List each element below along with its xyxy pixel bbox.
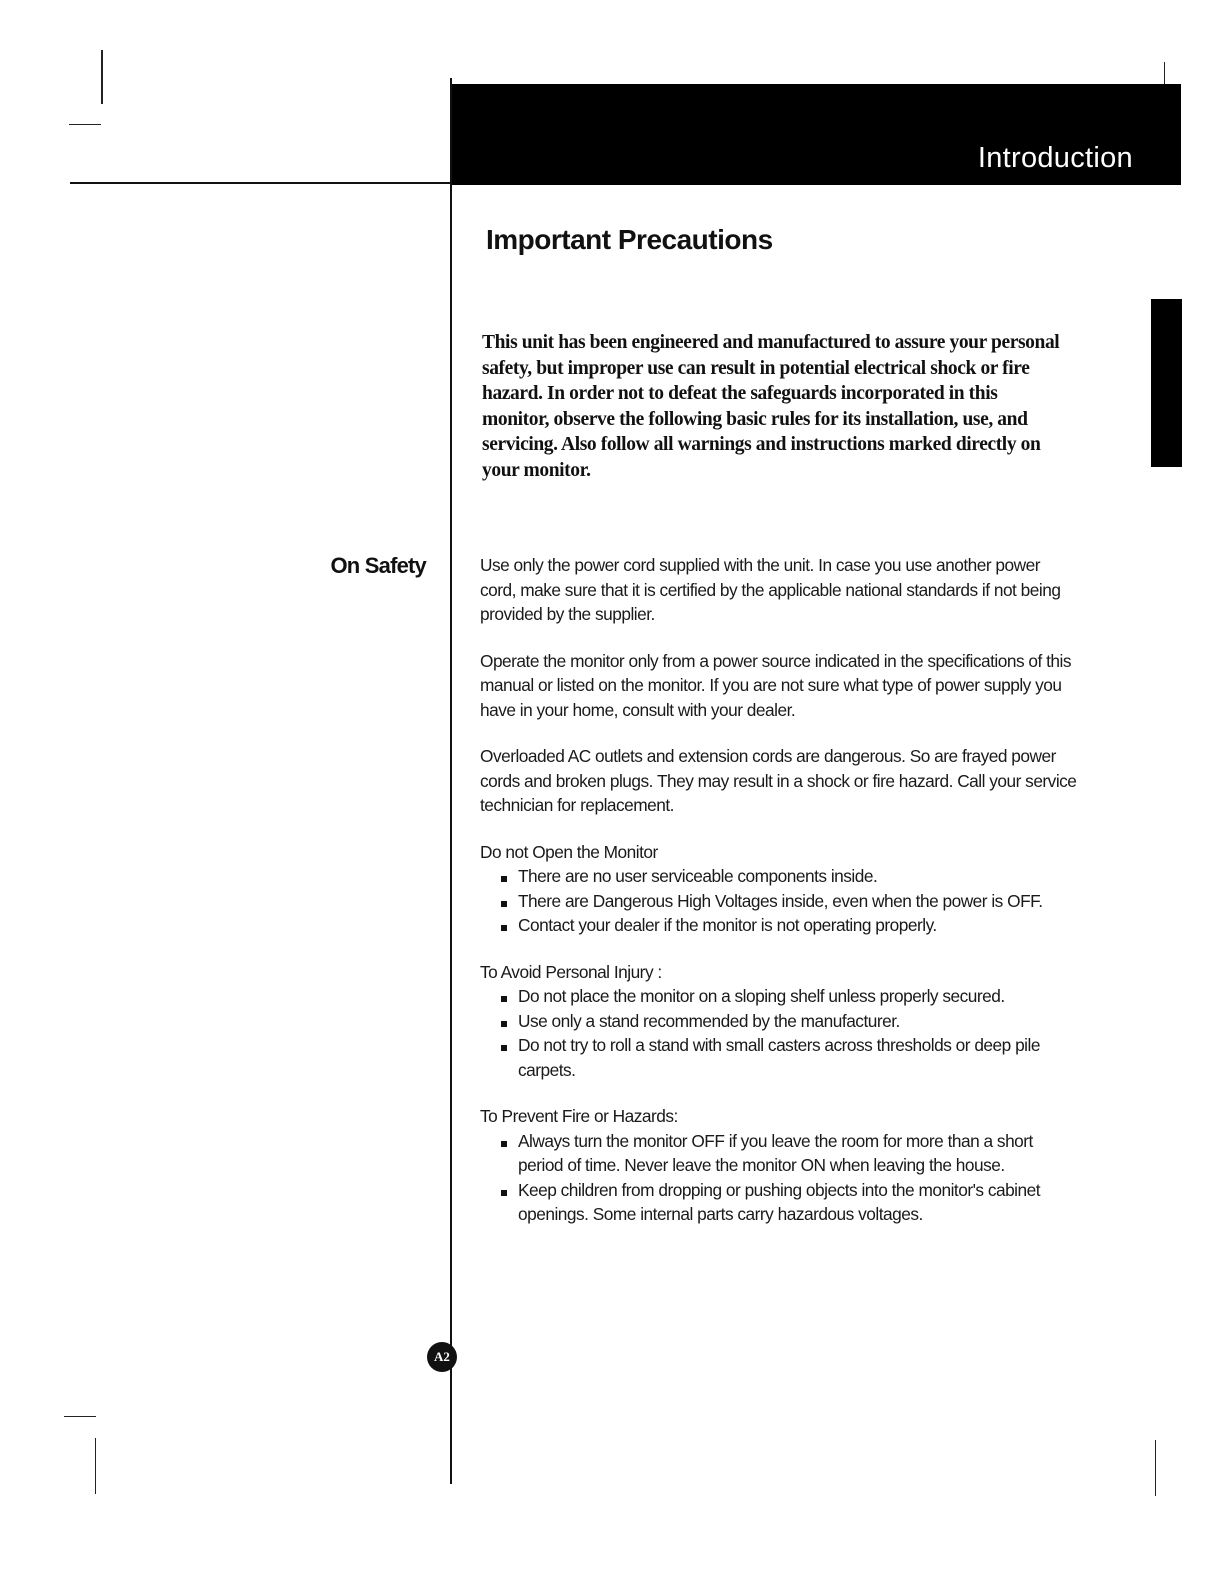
list-item: There are no user serviceable components inside. bbox=[500, 864, 1080, 889]
bullet-square-icon bbox=[501, 1045, 507, 1051]
page-title: Important Precautions bbox=[486, 224, 773, 255]
header-rule bbox=[70, 182, 452, 184]
list-item: Always turn the monitor OFF if you leave the room for more than a short period of time. Never leave the monitor ON when leaving the house. bbox=[500, 1129, 1080, 1178]
list-item: Do not try to roll a stand with small casters across thresholds or deep pile carpets. bbox=[500, 1033, 1080, 1082]
bullet-list bbox=[480, 1129, 1080, 1227]
group-title: To Avoid Personal Injury : bbox=[480, 961, 662, 982]
header-section-title: Introduction bbox=[977, 142, 1133, 174]
bullet-square-icon bbox=[501, 901, 507, 907]
list-item: Use only a stand recommended by the manufacturer. bbox=[500, 1009, 1080, 1034]
list-item: There are Dangerous High Voltages inside, even when the power is OFF. bbox=[500, 889, 1080, 914]
crop-mark-bottom-left-horizontal bbox=[64, 1416, 96, 1417]
safety-content bbox=[480, 553, 1080, 1249]
safety-paragraph: Use only the power cord supplied with the unit. In case you use another power cord, make sure that it is certified by the applicable national standards if not being provided by the supplier. bbox=[480, 555, 1061, 624]
bullet-list bbox=[480, 984, 1080, 1082]
list-item: Contact your dealer if the monitor is not operating properly. bbox=[500, 913, 1080, 938]
bullet-square-icon bbox=[501, 876, 507, 882]
page-number-badge: A2 bbox=[427, 1342, 457, 1372]
list-item: Keep children from dropping or pushing objects into the monitor's cabinet openings. Some internal parts carry hazardous voltages. bbox=[500, 1178, 1080, 1227]
crop-mark-bottom-right-vertical bbox=[1155, 1440, 1156, 1496]
crop-mark-top-left-horizontal bbox=[69, 124, 101, 125]
intro-paragraph: This unit has been engineered and manufactured to assure your personal safety, but improper use can result in potential electrical shock or fire hazard. In order not to defeat the safeguards incorporated in this monitor, observe the following basic rules for its installation, use, and servicing. Also follow all warnings and instructions marked directly on your monitor. bbox=[482, 332, 1060, 481]
precaution-group-do-not-open bbox=[480, 840, 1080, 938]
bullet-square-icon bbox=[501, 925, 507, 931]
chapter-thumb-tab bbox=[1151, 299, 1182, 467]
crop-mark-top-right-vertical bbox=[1164, 62, 1165, 86]
safety-paragraph: Overloaded AC outlets and extension cords are dangerous. So are frayed power cords and broken plugs. They may result in a shock or fire hazard. Call your service technician for replacement. bbox=[480, 746, 1077, 815]
precaution-group-personal-injury bbox=[480, 960, 1080, 1083]
bullet-list bbox=[480, 864, 1080, 938]
crop-mark-bottom-left-vertical bbox=[95, 1438, 96, 1494]
group-title: Do not Open the Monitor bbox=[480, 841, 658, 862]
header-bar bbox=[452, 84, 1181, 185]
safety-paragraph: Operate the monitor only from a power source indicated in the specifications of this manual or listed on the monitor. If you are not sure what type of power supply you have in your home, consult with your dealer. bbox=[480, 650, 1072, 720]
bullet-square-icon bbox=[501, 996, 507, 1002]
crop-mark-top-left-vertical bbox=[101, 50, 103, 104]
list-item: Do not place the monitor on a sloping shelf unless properly secured. bbox=[500, 984, 1080, 1009]
bullet-square-icon bbox=[501, 1141, 507, 1147]
section-label-on-safety: On Safety bbox=[330, 553, 426, 578]
group-title: To Prevent Fire or Hazards: bbox=[480, 1106, 678, 1126]
column-divider bbox=[450, 78, 452, 1484]
bullet-square-icon bbox=[501, 1021, 507, 1027]
precaution-group-fire-hazards bbox=[480, 1104, 1080, 1227]
bullet-square-icon bbox=[501, 1190, 507, 1196]
